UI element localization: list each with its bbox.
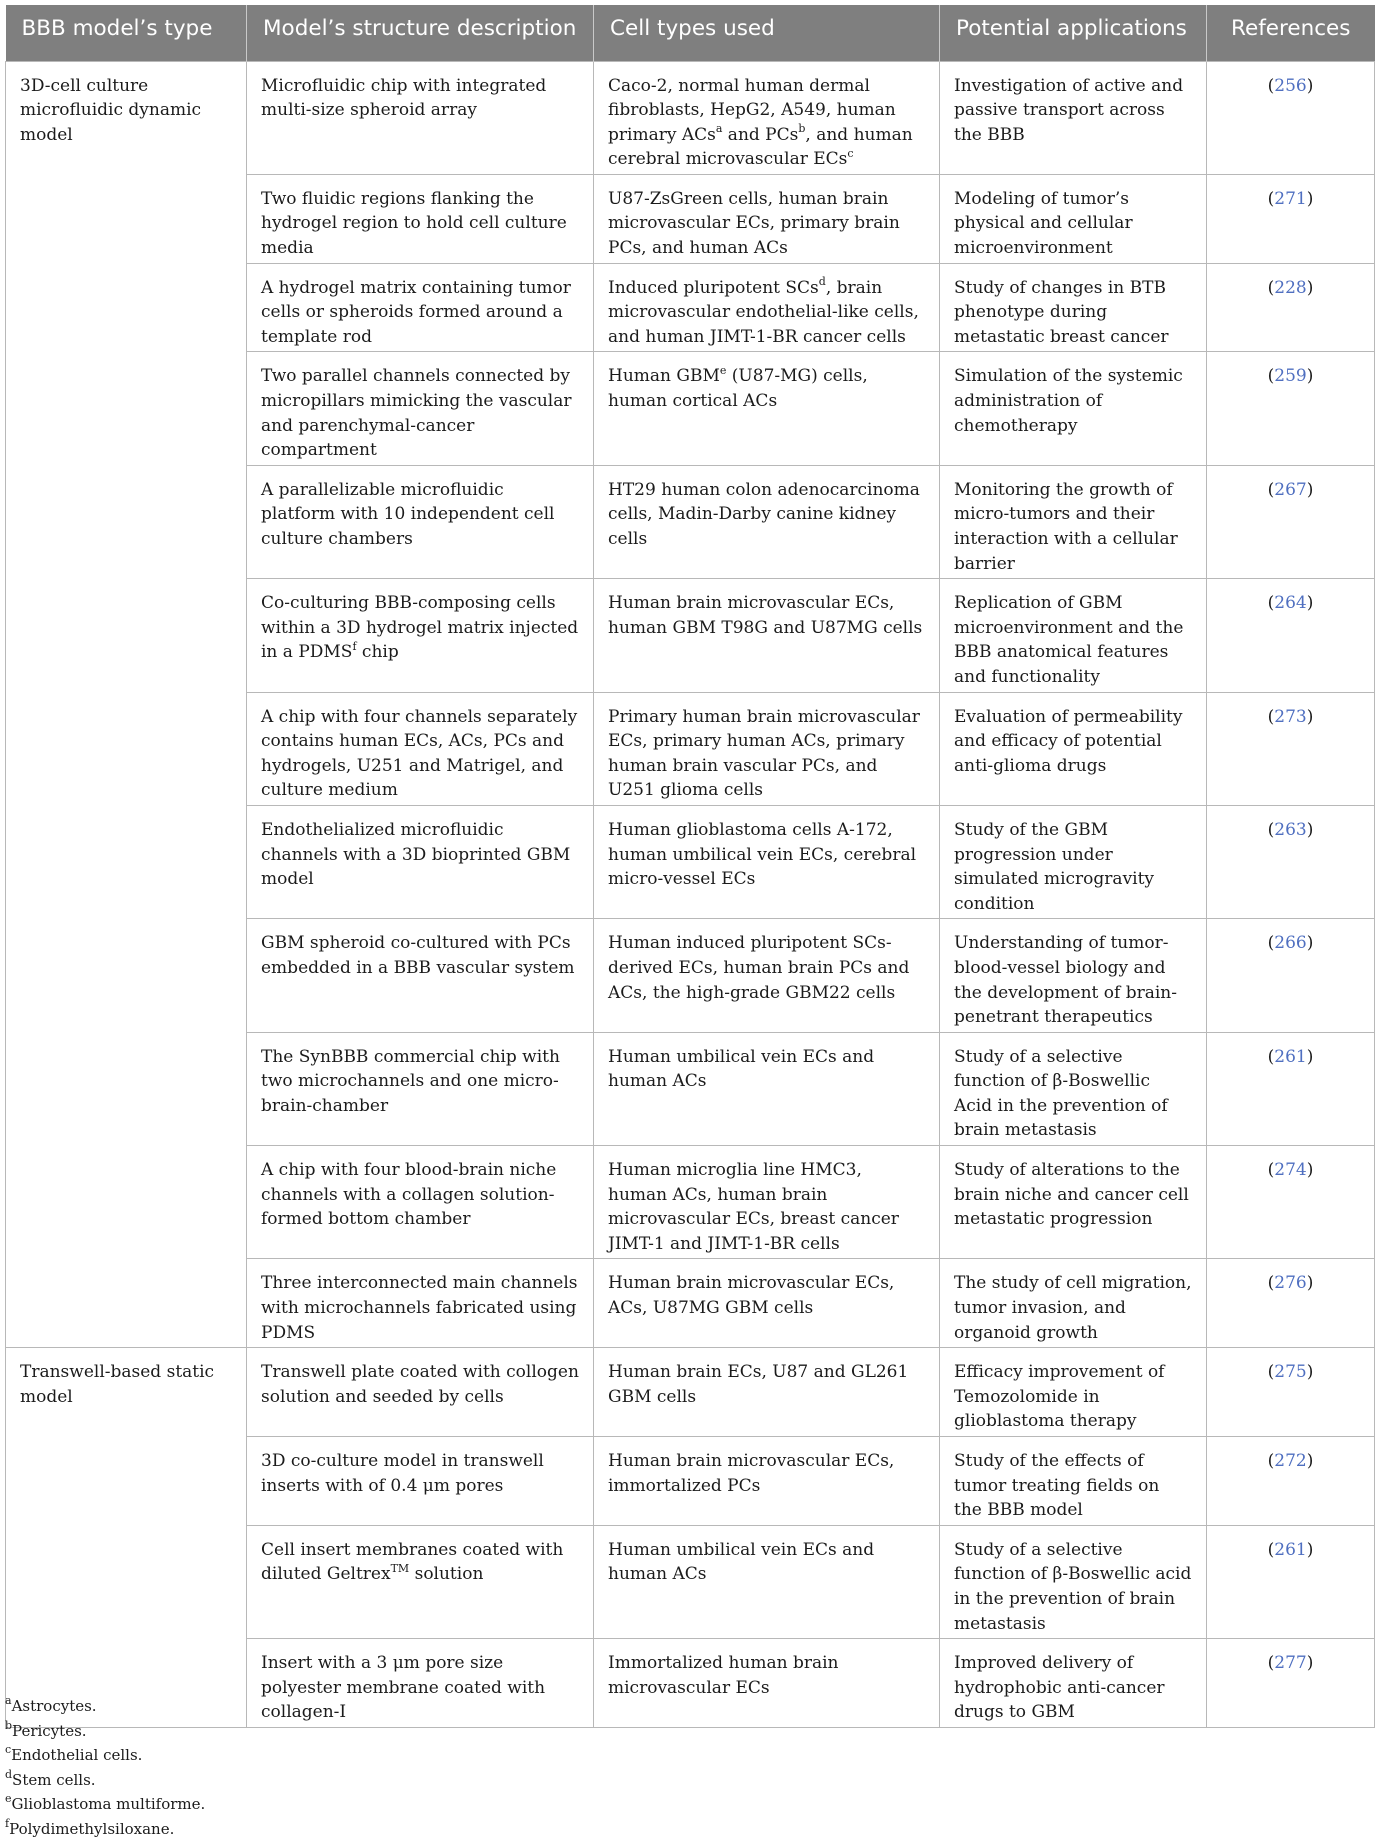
header-applications: Potential applications [940,5,1207,61]
cell-types-cell: Human brain microvascular ECs, human GBM T98G and U87MG cells [594,579,940,692]
header-model-type: BBB model’s type [6,5,247,61]
structure-description-cell: The SynBBB commercial chip with two microchannels and one micro-brain-chamber [247,1032,594,1145]
structure-description-cell: Microfluidic chip with integrated multi-size spheroid array [247,61,594,174]
reference-link[interactable]: 261 [1274,1046,1307,1067]
footnote-text: Glioblastoma multiforme. [11,1795,206,1814]
reference-cell: (273) [1207,692,1375,805]
header-cell-types: Cell types used [594,5,940,61]
reference-cell: (256) [1207,61,1375,174]
header-row [6,5,1375,61]
cell-types-cell: Human brain ECs, U87 and GL261 GBM cells [594,1348,940,1437]
reference-cell: (271) [1207,174,1375,263]
footnote [5,1743,205,1768]
reference-cell: (263) [1207,805,1375,918]
cell-types-cell: HT29 human colon adenocarcinoma cells, Madin-Darby canine kidney cells [594,465,940,578]
application-cell: Study of a selective function of β-Boswellic acid in the prevention of brain metastasis [940,1525,1207,1638]
reference-link[interactable]: 273 [1274,706,1307,727]
structure-description-cell: Three interconnected main channels with microchannels fabricated using PDMS [247,1259,594,1348]
footnote-mark: d [5,1767,13,1781]
structure-description-cell: A parallelizable microfluidic platform with 10 independent cell culture chambers [247,465,594,578]
cell-types-cell: Human brain microvascular ECs, immortalized PCs [594,1437,940,1526]
model-type-cell: 3D-cell culture microfluidic dynamic model [6,61,247,1348]
cell-types-cell: Human microglia line HMC3, human ACs, human brain microvascular ECs, breast cancer JIMT-1 and JIMT-1-BR cells [594,1146,940,1259]
structure-description-cell: Cell insert membranes coated with diluted Geltrex™ solution [247,1525,594,1638]
table-row [6,1348,1375,1437]
reference-link[interactable]: 256 [1274,75,1307,96]
structure-description-cell: Endothelialized microfluidic channels with a 3D bioprinted GBM model [247,805,594,918]
application-cell: Simulation of the systemic administration of chemotherapy [940,352,1207,465]
application-cell: Investigation of active and passive transport across the BBB [940,61,1207,174]
reference-link[interactable]: 263 [1274,819,1307,840]
cell-types-cell: Primary human brain microvascular ECs, primary human ACs, primary human brain vascular PCs, and U251 glioma cells [594,692,940,805]
bbb-models-table [5,5,1375,1728]
header-references: References [1207,5,1375,61]
reference-link[interactable]: 228 [1274,277,1307,298]
footnote-mark: f [5,1816,10,1830]
cell-types-cell: Human glioblastoma cells A-172, human umbilical vein ECs, cerebral micro-vessel ECs [594,805,940,918]
application-cell: Replication of GBM microenvironment and the BBB anatomical features and functionality [940,579,1207,692]
reference-cell: (276) [1207,1259,1375,1348]
reference-cell: (266) [1207,919,1375,1032]
structure-description-cell: A chip with four blood-brain niche channels with a collagen solution-formed bottom chamber [247,1146,594,1259]
footnote [5,1792,205,1817]
application-cell: Study of the GBM progression under simulated microgravity condition [940,805,1207,918]
cell-types-cell: Human umbilical vein ECs and human ACs [594,1032,940,1145]
application-cell: Study of alterations to the brain niche and cancer cell metastatic progression [940,1146,1207,1259]
footnote-text: Pericytes. [12,1721,87,1740]
structure-description-cell: Two parallel channels connected by micropillars mimicking the vascular and parenchymal-cancer compartment [247,352,594,465]
footnotes [5,1694,205,1842]
cell-types-cell: Immortalized human brain microvascular ECs [594,1639,940,1728]
reference-cell: (272) [1207,1437,1375,1526]
reference-cell: (259) [1207,352,1375,465]
cell-types-cell: U87-ZsGreen cells, human brain microvascular ECs, primary brain PCs, and human ACs [594,174,940,263]
model-type-cell: Transwell-based static model [6,1348,247,1728]
structure-description-cell: A chip with four channels separately contains human ECs, ACs, PCs and hydrogels, U251 and Matrigel, and culture medium [247,692,594,805]
cell-types-cell: Human GBM$^e$ (U87-MG) cells, human cortical ACs [594,352,940,465]
structure-description-cell: Co-culturing BBB-composing cells within a 3D hydrogel matrix injected in a PDMS$^f$ chip [247,579,594,692]
reference-link[interactable]: 276 [1274,1273,1307,1294]
table-row [6,61,1375,174]
reference-link[interactable]: 267 [1274,479,1307,500]
application-cell: Study of a selective function of β-Boswellic Acid in the prevention of brain metastasis [940,1032,1207,1145]
cell-types-cell: Human brain microvascular ECs, ACs, U87MG GBM cells [594,1259,940,1348]
footnote-text: Polydimethylsiloxane. [9,1819,175,1838]
reference-cell: (228) [1207,263,1375,352]
cell-types-cell: Human induced pluripotent SCs-derived ECs, human brain PCs and ACs, the high-grade GBM22 cells [594,919,940,1032]
footnote-mark: e [5,1792,12,1806]
reference-link[interactable]: 275 [1274,1362,1307,1383]
application-cell: Understanding of tumor-blood-vessel biology and the development of brain-penetrant therapeutics [940,919,1207,1032]
reference-link[interactable]: 271 [1274,188,1307,209]
table-body [6,61,1375,1727]
footnote [5,1817,205,1842]
reference-cell: (277) [1207,1639,1375,1728]
reference-cell: (275) [1207,1348,1375,1437]
application-cell: Study of the effects of tumor treating fields on the BBB model [940,1437,1207,1526]
reference-link[interactable]: 274 [1274,1160,1307,1181]
structure-description-cell: Insert with a 3 μm pore size polyester membrane coated with collagen-I [247,1639,594,1728]
application-cell: Modeling of tumor’s physical and cellular microenvironment [940,174,1207,263]
footnote [5,1694,205,1719]
footnote-text: Astrocytes. [11,1697,97,1715]
reference-link[interactable]: 264 [1274,593,1307,614]
application-cell: The study of cell migration, tumor invasion, and organoid growth [940,1259,1207,1348]
application-cell: Monitoring the growth of micro-tumors and their interaction with a cellular barrier [940,465,1207,578]
reference-link[interactable]: 272 [1274,1451,1307,1471]
cell-types-cell: Human umbilical vein ECs and human ACs [594,1525,940,1638]
application-cell: Evaluation of permeability and efficacy of potential anti-glioma drugs [940,692,1207,805]
application-cell: Study of changes in BTB phenotype during metastatic breast cancer [940,263,1207,352]
reference-cell: (274) [1207,1146,1375,1259]
reference-link[interactable]: 259 [1274,366,1307,387]
header-structure-description: Model’s structure description [247,5,594,61]
cell-types-cell: Induced pluripotent SCs$^d$, brain microvascular endothelial-like cells, and human JIMT-1-BR cancer cells [594,263,940,352]
footnote-text: Stem cells. [12,1770,96,1789]
structure-description-cell: A hydrogel matrix containing tumor cells or spheroids formed around a template rod [247,263,594,352]
reference-cell: (267) [1207,465,1375,578]
application-cell: Improved delivery of hydrophobic anti-cancer drugs to GBM [940,1639,1207,1728]
structure-description-cell: Transwell plate coated with collogen solution and seeded by cells [247,1348,594,1437]
reference-cell: (264) [1207,579,1375,692]
reference-cell: (261) [1207,1525,1375,1638]
cell-types-cell: Caco-2, normal human dermal fibroblasts, HepG2, A549, human primary ACs$^a$ and PCs$^b$, and human cerebral microvascular ECs$^c$ [594,61,940,174]
table-container [5,5,1374,1728]
structure-description-cell: GBM spheroid co-cultured with PCs embedded in a BBB vascular system [247,919,594,1032]
footnote [5,1719,205,1744]
application-cell: Efficacy improvement of Temozolomide in glioblastoma therapy [940,1348,1207,1437]
reference-link[interactable]: 266 [1274,933,1307,954]
footnote-mark: b [5,1718,13,1732]
structure-description-cell: 3D co-culture model in transwell inserts with of 0.4 μm pores [247,1437,594,1526]
footnote-mark: a [5,1694,12,1707]
footnote-mark: c [5,1743,12,1757]
reference-link[interactable]: 277 [1274,1653,1307,1674]
footnote-text: Endothelial cells. [11,1746,143,1765]
structure-description-cell: Two fluidic regions flanking the hydrogel region to hold cell culture media [247,174,594,263]
reference-cell: (261) [1207,1032,1375,1145]
reference-link[interactable]: 261 [1274,1539,1307,1560]
footnote [5,1768,205,1793]
